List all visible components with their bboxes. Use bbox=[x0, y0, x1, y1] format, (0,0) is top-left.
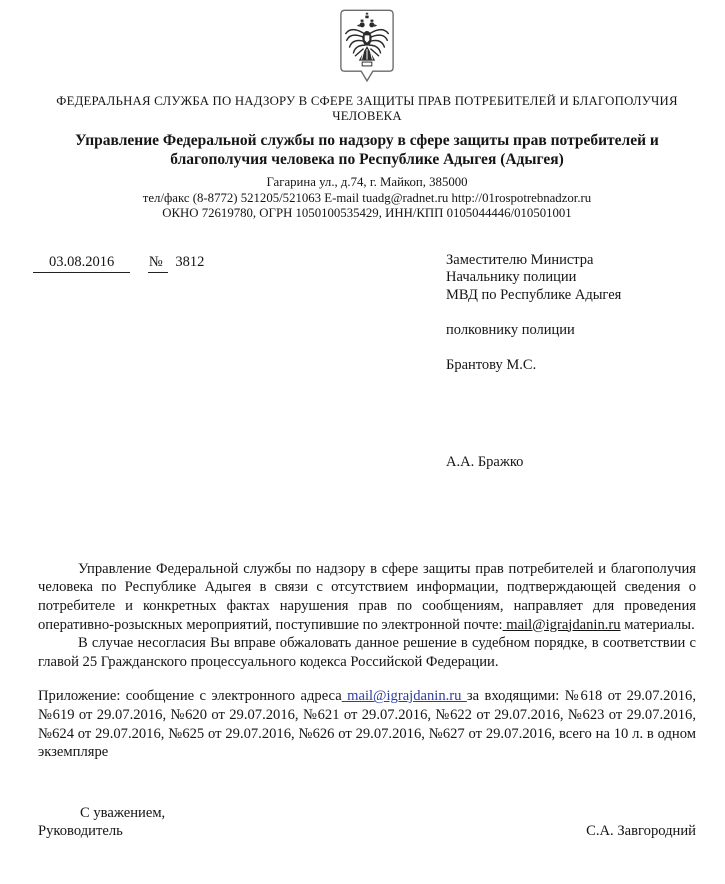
postal-address: Гагарина ул., д.74, г. Майкоп, 385000 bbox=[266, 175, 468, 189]
recipient-block bbox=[446, 252, 696, 472]
letter-body bbox=[38, 560, 696, 762]
paragraph-main-text: Управление Федеральной службы по надзору в сфере защиты прав потребителей и благополучия человека по Республике Адыгея в связи с отсутствием информации, подтверждающей сведения о потребителе и конкретных фактах нарушения прав по сообщениям, направляет для проведения оперативно-розыскных мероприятий, поступившие по электронной почте: bbox=[38, 560, 696, 633]
attachment-paragraph bbox=[38, 687, 696, 761]
closing-phrase: С уважением, bbox=[80, 804, 166, 821]
office-name-line: Управление Федеральной службы по надзору в сфере защиты прав потребителей и bbox=[75, 132, 659, 149]
email-link[interactable]: mail@igrajdanin.ru bbox=[502, 616, 621, 633]
recipient-rank: полковнику полиции bbox=[446, 321, 575, 338]
recipient-name: Брантову М.С. bbox=[446, 356, 537, 373]
office-name bbox=[38, 131, 696, 169]
signer-position: Руководитель bbox=[38, 823, 123, 840]
paragraph-appeal: В случае несогласия Вы вправе обжаловать данное решение в судебном порядке, в соответствии с главой 25 Гражданского процессуального кодекса Российской Федерации. bbox=[38, 635, 696, 670]
attachment-text: Приложение: сообщение с электронного адреса bbox=[38, 688, 342, 705]
outgoing-reference bbox=[38, 252, 446, 273]
executor-name: А.А. Бражко bbox=[446, 454, 524, 471]
letterhead-contacts bbox=[38, 175, 696, 222]
letterhead bbox=[38, 8, 696, 222]
federal-service-name bbox=[38, 94, 696, 124]
reference-and-recipient bbox=[38, 252, 696, 472]
signature-block bbox=[38, 804, 696, 841]
recipient-line: Начальнику полиции bbox=[446, 269, 577, 286]
office-name-line: благополучия человека по Республике Адыгея (Адыгея) bbox=[170, 151, 564, 168]
paragraph-main-tail: материалы. bbox=[620, 616, 695, 633]
recipient-line: Заместителю Министра bbox=[446, 251, 594, 268]
federal-service-line: ФЕДЕРАЛЬНАЯ СЛУЖБА ПО НАДЗОРУ В СФЕРЕ ЗАЩИТЫ ПРАВ ПОТРЕБИТЕЛЕЙ И БЛАГОПОЛУЧИЯ bbox=[56, 94, 678, 108]
federal-service-line: ЧЕЛОВЕКА bbox=[332, 109, 402, 123]
letter-number: 3812 bbox=[175, 253, 205, 270]
attachment-tail: за входящими: №618 от 29.07.2016, №619 от 29.07.2016, №620 от 29.07.2016, №621 от 29.07.2016, №622 от 29.07.2016, №623 от 29.07.2016, №624 от 29.07.2016, №625 от 29.07.2016, №626 от 29.07.2016, №627 от 29.07.2016, всего на 10 л. в одном экземпляре bbox=[38, 688, 697, 761]
number-sign: № bbox=[148, 254, 168, 273]
russia-coat-of-arms-icon bbox=[338, 8, 396, 90]
phone-email-line: тел/факс (8-8772) 521205/521063 E-mail tuadg@radnet.ru http://01rospotrebnadzor.ru bbox=[142, 190, 592, 205]
spacer bbox=[446, 304, 696, 322]
email-link[interactable]: mail@igrajdanin.ru bbox=[341, 688, 467, 705]
letter-date: 03.08.2016 bbox=[33, 254, 130, 273]
signature-row bbox=[38, 822, 696, 841]
signer-name: С.А. Завгородний bbox=[586, 823, 696, 840]
spacer bbox=[446, 339, 696, 357]
registration-codes: ОКНО 72619780, ОГРН 1050100535429, ИНН/КПП 0105044446/010501001 bbox=[162, 206, 572, 221]
recipient-line: МВД по Республике Адыгея bbox=[446, 286, 622, 303]
paragraph-main bbox=[38, 560, 696, 634]
